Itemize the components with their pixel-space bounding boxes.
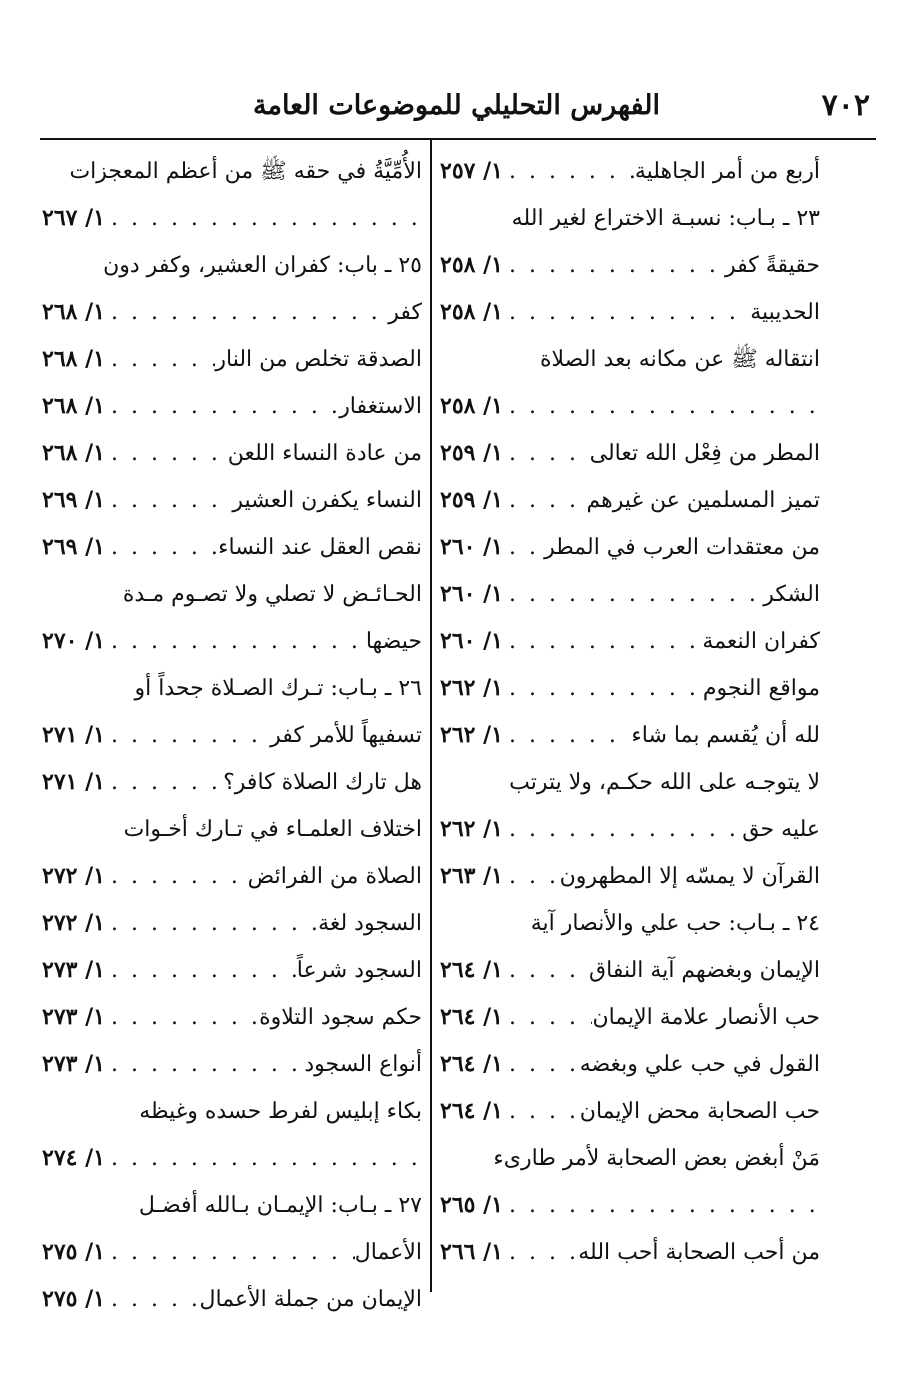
index-entry <box>42 806 422 853</box>
entry-reference: ١/ ٢٧١ <box>42 722 105 748</box>
entry-reference: ١/ ٢٧١ <box>42 769 105 795</box>
dot-leader <box>105 759 223 806</box>
index-entry <box>42 1276 422 1323</box>
entry-topic: أربع من أمر الجاهلية <box>634 159 820 184</box>
index-entry <box>42 665 422 712</box>
entry-reference: ١/ ٢٦٨ <box>42 440 105 466</box>
entry-reference: ١/ ٢٧٢ <box>42 863 105 889</box>
index-entry <box>440 524 820 571</box>
entry-topic: عليه حق <box>742 817 820 842</box>
index-entry <box>440 430 820 477</box>
index-entry <box>440 806 820 853</box>
entry-reference: ١/ ٢٦٤ <box>440 1004 503 1030</box>
entry-reference: ١/ ٢٦٨ <box>42 299 105 325</box>
dot-leader <box>503 477 586 524</box>
index-entry <box>42 1182 422 1229</box>
index-entry <box>440 148 820 195</box>
entry-reference: ١/ ٢٥٩ <box>440 487 503 513</box>
index-entry <box>42 759 422 806</box>
index-entry <box>42 336 422 383</box>
index-entry <box>42 618 422 665</box>
entry-topic: المطر من فِعْل الله تعالى <box>589 441 820 466</box>
entry-topic: كفر <box>388 300 422 325</box>
entry-reference: ١/ ٢٧٢ <box>42 910 105 936</box>
entry-topic: حب الأنصار علامة الإيمان <box>592 1005 820 1030</box>
dot-leader <box>503 383 820 430</box>
dot-leader <box>105 195 422 242</box>
entry-topic: من أحب الصحابة أحب الله <box>578 1240 820 1265</box>
entry-reference: ١/ ٢٦٧ <box>42 205 105 231</box>
entry-topic: الحديبية <box>750 300 820 325</box>
dot-leader <box>105 336 215 383</box>
index-entry <box>440 383 820 430</box>
entry-topic: السجود لغة <box>318 911 422 936</box>
dot-leader <box>503 1041 580 1088</box>
index-entry <box>42 195 422 242</box>
index-entry <box>42 383 422 430</box>
index-entry <box>440 1135 820 1182</box>
entry-reference: ١/ ٢٦٨ <box>42 346 105 372</box>
entry-topic: القرآن لا يمسّه إلا المطهرون <box>559 864 820 889</box>
index-column-left <box>42 148 422 1323</box>
dot-leader <box>503 148 635 195</box>
dot-leader <box>503 430 590 477</box>
entry-topic: حيضها <box>365 629 422 654</box>
dot-leader <box>503 571 763 618</box>
entry-topic: أنواع السجود <box>304 1052 422 1077</box>
entry-reference: ١/ ٢٥٨ <box>440 252 503 278</box>
entry-topic: مَنْ أبغض بعض الصحابة لأمر طارىء <box>493 1146 820 1171</box>
index-entry <box>42 1041 422 1088</box>
entry-topic: الصلاة من الفرائض <box>247 864 422 889</box>
dot-leader <box>105 383 339 430</box>
index-entry <box>42 900 422 947</box>
entry-topic: بكاء إبليس لفرط حسده وغيظه <box>139 1099 422 1124</box>
header-rule <box>40 138 876 140</box>
entry-reference: ١/ ٢٧٤ <box>42 1145 105 1171</box>
entry-reference: ١/ ٢٧٥ <box>42 1286 105 1312</box>
entry-topic: من معتقدات العرب في المطر <box>544 535 820 560</box>
index-entry <box>440 1182 820 1229</box>
entry-topic: السجود شرعاً <box>296 958 422 983</box>
entry-topic: الشكر <box>763 582 820 607</box>
entry-topic: حقيقةً كفر <box>724 253 820 278</box>
index-entry <box>42 1229 422 1276</box>
entry-topic: انتقاله ﷺ عن مكانه بعد الصلاة <box>539 347 820 372</box>
index-entry <box>440 900 820 947</box>
index-entry <box>42 571 422 618</box>
index-column-right <box>440 148 820 1276</box>
entry-reference: ١/ ٢٥٧ <box>440 158 503 184</box>
entry-topic: من عادة النساء اللعن <box>227 441 422 466</box>
dot-leader <box>503 994 592 1041</box>
entry-reference: ١/ ٢٦٩ <box>42 487 105 513</box>
dot-leader <box>105 1229 355 1276</box>
dot-leader <box>503 289 750 336</box>
dot-leader <box>105 1135 422 1182</box>
index-entry <box>440 853 820 900</box>
dot-leader <box>105 900 318 947</box>
index-entry <box>440 571 820 618</box>
dot-leader <box>503 712 631 759</box>
index-entry <box>42 712 422 759</box>
entry-topic: الإيمان وبغضهم آية النفاق <box>589 958 820 983</box>
entry-reference: ١/ ٢٦٠ <box>440 628 503 654</box>
entry-topic: حب الصحابة محض الإيمان <box>579 1099 820 1124</box>
entry-topic: الإيمان من جملة الأعمال <box>199 1287 422 1312</box>
entry-topic: الاستغفار <box>339 394 422 419</box>
entry-reference: ١/ ٢٦٥ <box>440 1192 503 1218</box>
entry-reference: ١/ ٢٦٤ <box>440 957 503 983</box>
entry-topic: نقص العقل عند النساء <box>218 535 422 560</box>
entry-reference: ١/ ٢٥٨ <box>440 393 503 419</box>
entry-topic: الأُمِّيَّةُ في حقه ﷺ من أعظم المعجزات <box>69 159 422 184</box>
index-entry <box>42 477 422 524</box>
entry-reference: ١/ ٢٦٢ <box>440 722 503 748</box>
entry-reference: ١/ ٢٧٠ <box>42 628 105 654</box>
page-number: ٧٠٢ <box>821 88 870 123</box>
index-entry <box>42 947 422 994</box>
entry-reference: ١/ ٢٦٣ <box>440 863 503 889</box>
dot-leader <box>503 524 544 571</box>
dot-leader <box>503 1088 580 1135</box>
dot-leader <box>105 1276 200 1323</box>
index-entry <box>440 994 820 1041</box>
entry-topic: الصدقة تخلص من النار <box>215 347 422 372</box>
entry-topic: هل تارك الصلاة كافر؟ <box>223 770 422 795</box>
entry-reference: ١/ ٢٧٥ <box>42 1239 105 1265</box>
column-divider <box>430 140 432 1292</box>
index-entry <box>440 1088 820 1135</box>
dot-leader <box>105 524 218 571</box>
index-entry <box>42 289 422 336</box>
entry-reference: ١/ ٢٦٩ <box>42 534 105 560</box>
entry-reference: ١/ ٢٥٩ <box>440 440 503 466</box>
dot-leader <box>503 618 702 665</box>
index-entry <box>440 759 820 806</box>
dot-leader <box>105 430 228 477</box>
entry-reference: ١/ ٢٦٤ <box>440 1098 503 1124</box>
index-entry <box>42 242 422 289</box>
index-entry <box>42 524 422 571</box>
entry-reference: ١/ ٢٦٤ <box>440 1051 503 1077</box>
index-entry <box>42 853 422 900</box>
page-header <box>40 88 870 132</box>
entry-reference: ١/ ٢٧٣ <box>42 1051 105 1077</box>
index-entry <box>42 1135 422 1182</box>
index-entry <box>440 1229 820 1276</box>
entry-reference: ١/ ٢٦٨ <box>42 393 105 419</box>
index-entry <box>42 994 422 1041</box>
running-title: الفهرس التحليلي للموضوعات العامة <box>253 90 660 121</box>
index-entry <box>440 712 820 759</box>
entry-reference: ١/ ٢٧٣ <box>42 957 105 983</box>
entry-reference: ١/ ٢٦٢ <box>440 816 503 842</box>
dot-leader <box>503 806 742 853</box>
entry-topic: الأعمال <box>354 1240 422 1265</box>
dot-leader <box>503 242 725 289</box>
entry-topic: ٢٣ ـ بـاب: نسبـة الاختراع لغير الله <box>511 206 820 231</box>
dot-leader <box>105 994 259 1041</box>
dot-leader <box>503 665 703 712</box>
entry-reference: ١/ ٢٦٦ <box>440 1239 503 1265</box>
entry-topic: لله أن يُقسم بما شاء <box>631 723 820 748</box>
dot-leader <box>503 947 589 994</box>
index-entry <box>440 618 820 665</box>
dot-leader <box>503 1182 820 1229</box>
dot-leader <box>105 853 248 900</box>
entry-topic: ٢٥ ـ باب: كفران العشير، وكفر دون <box>103 253 422 278</box>
entry-topic: مواقع النجوم <box>702 676 820 701</box>
index-entry <box>440 336 820 383</box>
index-entry <box>440 195 820 242</box>
dot-leader <box>105 1041 304 1088</box>
entry-reference: ١/ ٢٧٣ <box>42 1004 105 1030</box>
index-entry <box>440 289 820 336</box>
entry-reference: ١/ ٢٦٢ <box>440 675 503 701</box>
entry-topic: تميز المسلمين عن غيرهم <box>586 488 820 513</box>
dot-leader <box>503 853 560 900</box>
entry-topic: تسفيهاً للأمر كفر <box>270 723 422 748</box>
entry-topic: لا يتوجـه على الله حكـم، ولا يترتب <box>509 770 820 795</box>
index-entry <box>42 148 422 195</box>
dot-leader <box>105 477 232 524</box>
index-entry <box>440 665 820 712</box>
dot-leader <box>503 1229 578 1276</box>
entry-topic: اختلاف العلمـاء في تـارك أخـوات <box>123 817 422 842</box>
entry-topic: القول في حب علي وبغضه <box>579 1052 820 1077</box>
dot-leader <box>105 947 297 994</box>
index-entry <box>440 242 820 289</box>
entry-topic: ٢٧ ـ بـاب: الإيمـان بـالله أفضـل <box>138 1193 422 1218</box>
entry-topic: ٢٦ ـ بـاب: تـرك الصـلاة جحداً أو <box>134 676 422 701</box>
dot-leader <box>105 712 270 759</box>
dot-leader <box>105 618 366 665</box>
entry-topic: النساء يكفرن العشير <box>232 488 422 513</box>
entry-topic: حكم سجود التلاوة <box>259 1005 422 1030</box>
entry-reference: ١/ ٢٥٨ <box>440 299 503 325</box>
entry-topic: كفران النعمة <box>702 629 820 654</box>
index-entry <box>440 1041 820 1088</box>
entry-reference: ١/ ٢٦٠ <box>440 534 503 560</box>
index-entry <box>42 430 422 477</box>
index-entry <box>440 477 820 524</box>
index-entry <box>42 1088 422 1135</box>
dot-leader <box>105 289 388 336</box>
entry-reference: ١/ ٢٦٠ <box>440 581 503 607</box>
entry-topic: ٢٤ ـ بـاب: حب علي والأنصار آية <box>530 911 820 936</box>
index-entry <box>440 947 820 994</box>
entry-topic: الحـائـض لا تصلي ولا تصـوم مـدة <box>122 582 422 607</box>
